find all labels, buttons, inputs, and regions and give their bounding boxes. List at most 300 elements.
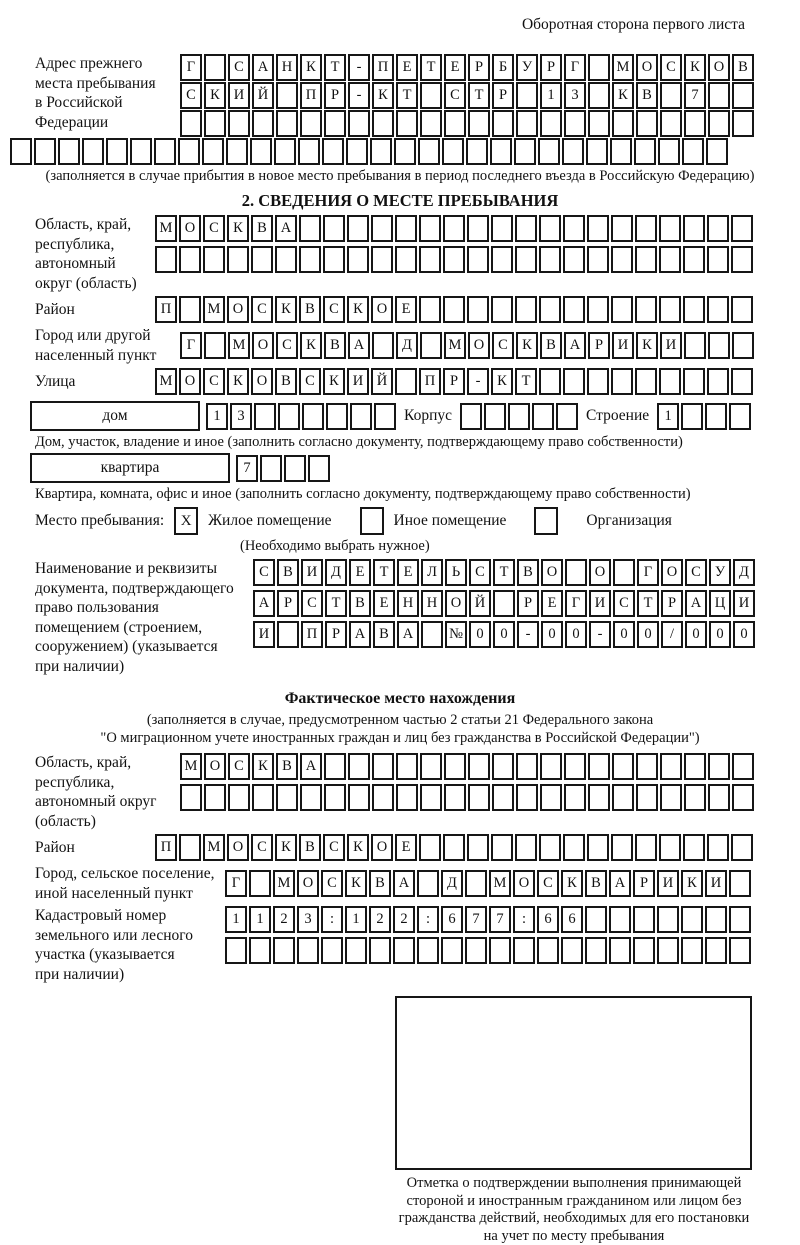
char-cell[interactable] xyxy=(180,784,202,811)
char-cell[interactable] xyxy=(371,215,393,242)
char-cell[interactable]: Е xyxy=(395,296,417,323)
char-cell[interactable] xyxy=(489,937,511,964)
char-cell[interactable] xyxy=(682,138,704,165)
char-cell[interactable]: Т xyxy=(493,559,515,586)
char-cell[interactable] xyxy=(731,834,753,861)
char-cell[interactable] xyxy=(278,403,300,430)
char-cell[interactable] xyxy=(347,246,369,273)
char-cell[interactable] xyxy=(508,403,530,430)
char-cell[interactable] xyxy=(705,937,727,964)
char-cell[interactable]: Т xyxy=(515,368,537,395)
char-cell[interactable]: - xyxy=(517,621,539,648)
char-cell[interactable] xyxy=(277,621,299,648)
char-cell[interactable]: 7 xyxy=(684,82,706,109)
char-cell[interactable] xyxy=(276,82,298,109)
char-cell[interactable]: О xyxy=(179,215,201,242)
char-cell[interactable] xyxy=(658,138,680,165)
char-cell[interactable]: М xyxy=(203,296,225,323)
char-cell[interactable] xyxy=(659,834,681,861)
char-cell[interactable] xyxy=(396,784,418,811)
char-cell[interactable]: Т xyxy=(325,590,347,617)
char-cell[interactable] xyxy=(684,110,706,137)
char-cell[interactable] xyxy=(705,906,727,933)
char-cell[interactable]: В xyxy=(277,559,299,586)
char-cell[interactable] xyxy=(154,138,176,165)
char-cell[interactable] xyxy=(273,937,295,964)
char-cell[interactable]: К xyxy=(275,834,297,861)
char-cell[interactable]: О xyxy=(371,834,393,861)
char-cell[interactable]: С xyxy=(276,332,298,359)
char-cell[interactable] xyxy=(708,82,730,109)
char-cell[interactable]: - xyxy=(348,82,370,109)
char-cell[interactable]: О xyxy=(252,332,274,359)
char-cell[interactable] xyxy=(707,215,729,242)
char-cell[interactable]: А xyxy=(348,332,370,359)
char-cell[interactable]: Й xyxy=(371,368,393,395)
char-cell[interactable] xyxy=(563,368,585,395)
char-cell[interactable]: Н xyxy=(276,54,298,81)
char-cell[interactable] xyxy=(516,784,538,811)
char-cell[interactable] xyxy=(659,215,681,242)
char-cell[interactable]: Л xyxy=(421,559,443,586)
char-cell[interactable]: Е xyxy=(396,54,418,81)
char-cell[interactable] xyxy=(681,906,703,933)
char-cell[interactable]: Й xyxy=(469,590,491,617)
char-cell[interactable] xyxy=(323,246,345,273)
char-cell[interactable] xyxy=(204,54,226,81)
char-cell[interactable] xyxy=(420,753,442,780)
char-cell[interactable] xyxy=(254,403,276,430)
char-cell[interactable]: Г xyxy=(180,332,202,359)
char-cell[interactable] xyxy=(587,368,609,395)
char-cell[interactable] xyxy=(465,870,487,897)
char-cell[interactable]: К xyxy=(372,82,394,109)
char-cell[interactable] xyxy=(588,54,610,81)
char-cell[interactable] xyxy=(467,246,489,273)
char-cell[interactable]: Т xyxy=(396,82,418,109)
char-cell[interactable] xyxy=(346,138,368,165)
char-cell[interactable] xyxy=(636,110,658,137)
char-cell[interactable] xyxy=(561,937,583,964)
char-cell[interactable] xyxy=(492,110,514,137)
char-cell[interactable] xyxy=(347,215,369,242)
char-cell[interactable] xyxy=(443,834,465,861)
char-cell[interactable] xyxy=(251,246,273,273)
char-cell[interactable] xyxy=(683,246,705,273)
char-cell[interactable] xyxy=(708,753,730,780)
char-cell[interactable]: В xyxy=(299,296,321,323)
char-cell[interactable] xyxy=(659,368,681,395)
char-cell[interactable] xyxy=(729,906,751,933)
char-cell[interactable]: О xyxy=(661,559,683,586)
char-cell[interactable]: 1 xyxy=(225,906,247,933)
char-cell[interactable]: Р xyxy=(325,621,347,648)
char-cell[interactable]: И xyxy=(228,82,250,109)
char-cell[interactable] xyxy=(393,937,415,964)
char-cell[interactable] xyxy=(683,368,705,395)
char-cell[interactable] xyxy=(609,906,631,933)
char-cell[interactable] xyxy=(204,110,226,137)
char-cell[interactable] xyxy=(657,937,679,964)
char-cell[interactable] xyxy=(611,834,633,861)
char-cell[interactable]: : xyxy=(321,906,343,933)
char-cell[interactable]: Ц xyxy=(709,590,731,617)
char-cell[interactable] xyxy=(564,784,586,811)
char-cell[interactable]: 7 xyxy=(236,455,258,482)
char-cell[interactable] xyxy=(532,403,554,430)
char-cell[interactable]: 1 xyxy=(657,403,679,430)
char-cell[interactable]: Е xyxy=(349,559,371,586)
char-cell[interactable] xyxy=(420,332,442,359)
char-cell[interactable] xyxy=(635,296,657,323)
char-cell[interactable] xyxy=(419,215,441,242)
char-cell[interactable] xyxy=(58,138,80,165)
char-cell[interactable] xyxy=(274,138,296,165)
char-cell[interactable] xyxy=(634,138,656,165)
char-cell[interactable]: С xyxy=(180,82,202,109)
char-cell[interactable] xyxy=(204,332,226,359)
char-cell[interactable]: И xyxy=(657,870,679,897)
char-cell[interactable] xyxy=(732,332,754,359)
char-cell[interactable] xyxy=(610,138,632,165)
char-cell[interactable] xyxy=(417,937,439,964)
char-cell[interactable]: 7 xyxy=(465,906,487,933)
char-cell[interactable] xyxy=(179,296,201,323)
char-cell[interactable]: Е xyxy=(541,590,563,617)
char-cell[interactable] xyxy=(10,138,32,165)
char-cell[interactable] xyxy=(350,403,372,430)
char-cell[interactable] xyxy=(515,296,537,323)
char-cell[interactable] xyxy=(420,82,442,109)
char-cell[interactable]: К xyxy=(227,368,249,395)
char-cell[interactable]: М xyxy=(203,834,225,861)
char-cell[interactable] xyxy=(250,138,272,165)
char-cell[interactable] xyxy=(732,784,754,811)
char-cell[interactable] xyxy=(636,784,658,811)
stay-type-checkbox-other-premises[interactable] xyxy=(360,507,384,535)
char-cell[interactable] xyxy=(609,937,631,964)
char-cell[interactable] xyxy=(394,138,416,165)
char-cell[interactable] xyxy=(707,296,729,323)
char-cell[interactable] xyxy=(731,246,753,273)
char-cell[interactable] xyxy=(419,296,441,323)
char-cell[interactable]: М xyxy=(228,332,250,359)
char-cell[interactable] xyxy=(636,753,658,780)
char-cell[interactable]: 2 xyxy=(393,906,415,933)
char-cell[interactable]: 2 xyxy=(369,906,391,933)
char-cell[interactable] xyxy=(660,784,682,811)
char-cell[interactable] xyxy=(660,82,682,109)
char-cell[interactable]: Д xyxy=(733,559,755,586)
char-cell[interactable] xyxy=(468,110,490,137)
char-cell[interactable] xyxy=(179,246,201,273)
char-cell[interactable]: 3 xyxy=(564,82,586,109)
char-cell[interactable] xyxy=(732,110,754,137)
char-cell[interactable]: 2 xyxy=(273,906,295,933)
char-cell[interactable]: К xyxy=(300,332,322,359)
char-cell[interactable]: О xyxy=(589,559,611,586)
char-cell[interactable]: М xyxy=(273,870,295,897)
char-cell[interactable]: С xyxy=(444,82,466,109)
char-cell[interactable] xyxy=(683,834,705,861)
char-cell[interactable] xyxy=(276,110,298,137)
char-cell[interactable] xyxy=(731,296,753,323)
char-cell[interactable] xyxy=(322,138,344,165)
char-cell[interactable]: М xyxy=(612,54,634,81)
char-cell[interactable]: 3 xyxy=(230,403,252,430)
char-cell[interactable] xyxy=(565,559,587,586)
char-cell[interactable]: С xyxy=(299,368,321,395)
char-cell[interactable] xyxy=(612,753,634,780)
char-cell[interactable]: С xyxy=(203,368,225,395)
char-cell[interactable]: 0 xyxy=(613,621,635,648)
char-cell[interactable] xyxy=(203,246,225,273)
char-cell[interactable]: Д xyxy=(325,559,347,586)
char-cell[interactable] xyxy=(612,110,634,137)
char-cell[interactable] xyxy=(130,138,152,165)
char-cell[interactable]: О xyxy=(513,870,535,897)
char-cell[interactable] xyxy=(249,937,271,964)
char-cell[interactable]: И xyxy=(705,870,727,897)
char-cell[interactable] xyxy=(348,110,370,137)
char-cell[interactable]: 6 xyxy=(537,906,559,933)
char-cell[interactable] xyxy=(635,834,657,861)
char-cell[interactable] xyxy=(374,403,396,430)
char-cell[interactable]: С xyxy=(251,296,273,323)
char-cell[interactable] xyxy=(586,138,608,165)
char-cell[interactable]: Г xyxy=(180,54,202,81)
char-cell[interactable] xyxy=(657,906,679,933)
char-cell[interactable] xyxy=(516,753,538,780)
char-cell[interactable] xyxy=(564,753,586,780)
char-cell[interactable] xyxy=(732,82,754,109)
char-cell[interactable]: - xyxy=(589,621,611,648)
char-cell[interactable]: С xyxy=(203,215,225,242)
char-cell[interactable]: А xyxy=(393,870,415,897)
char-cell[interactable]: - xyxy=(348,54,370,81)
char-cell[interactable] xyxy=(442,138,464,165)
char-cell[interactable]: У xyxy=(709,559,731,586)
char-cell[interactable]: О xyxy=(179,368,201,395)
char-cell[interactable]: 0 xyxy=(565,621,587,648)
char-cell[interactable]: 7 xyxy=(489,906,511,933)
char-cell[interactable] xyxy=(731,368,753,395)
char-cell[interactable]: 1 xyxy=(345,906,367,933)
char-cell[interactable]: М xyxy=(180,753,202,780)
char-cell[interactable]: Т xyxy=(637,590,659,617)
char-cell[interactable] xyxy=(514,138,536,165)
stay-type-checkbox-organization[interactable] xyxy=(534,507,558,535)
char-cell[interactable]: П xyxy=(155,834,177,861)
char-cell[interactable] xyxy=(443,296,465,323)
char-cell[interactable] xyxy=(369,937,391,964)
char-cell[interactable] xyxy=(324,110,346,137)
char-cell[interactable] xyxy=(562,138,584,165)
char-cell[interactable]: А xyxy=(300,753,322,780)
char-cell[interactable]: М xyxy=(155,215,177,242)
char-cell[interactable]: Г xyxy=(637,559,659,586)
char-cell[interactable] xyxy=(611,368,633,395)
char-cell[interactable] xyxy=(276,784,298,811)
char-cell[interactable]: К xyxy=(252,753,274,780)
char-cell[interactable]: К xyxy=(300,54,322,81)
char-cell[interactable] xyxy=(417,870,439,897)
char-cell[interactable]: Г xyxy=(225,870,247,897)
char-cell[interactable] xyxy=(684,753,706,780)
char-cell[interactable] xyxy=(563,834,585,861)
char-cell[interactable] xyxy=(708,332,730,359)
char-cell[interactable] xyxy=(540,753,562,780)
char-cell[interactable]: Р xyxy=(277,590,299,617)
char-cell[interactable]: С xyxy=(228,753,250,780)
char-cell[interactable] xyxy=(585,906,607,933)
char-cell[interactable]: 0 xyxy=(709,621,731,648)
char-cell[interactable] xyxy=(515,215,537,242)
char-cell[interactable]: К xyxy=(227,215,249,242)
char-cell[interactable] xyxy=(372,332,394,359)
char-cell[interactable] xyxy=(564,110,586,137)
char-cell[interactable] xyxy=(297,937,319,964)
char-cell[interactable]: С xyxy=(613,590,635,617)
char-cell[interactable]: Р xyxy=(517,590,539,617)
char-cell[interactable] xyxy=(421,621,443,648)
char-cell[interactable] xyxy=(155,246,177,273)
char-cell[interactable] xyxy=(468,784,490,811)
char-cell[interactable]: Р xyxy=(540,54,562,81)
char-cell[interactable]: К xyxy=(612,82,634,109)
char-cell[interactable] xyxy=(396,110,418,137)
char-cell[interactable] xyxy=(683,296,705,323)
char-cell[interactable]: П xyxy=(301,621,323,648)
char-cell[interactable] xyxy=(396,753,418,780)
char-cell[interactable]: В xyxy=(299,834,321,861)
char-cell[interactable]: 0 xyxy=(469,621,491,648)
char-cell[interactable] xyxy=(443,215,465,242)
char-cell[interactable]: А xyxy=(252,54,274,81)
char-cell[interactable] xyxy=(490,138,512,165)
char-cell[interactable]: А xyxy=(397,621,419,648)
char-cell[interactable] xyxy=(298,138,320,165)
char-cell[interactable]: К xyxy=(347,834,369,861)
char-cell[interactable] xyxy=(660,753,682,780)
char-cell[interactable] xyxy=(588,753,610,780)
char-cell[interactable]: О xyxy=(468,332,490,359)
char-cell[interactable] xyxy=(484,403,506,430)
char-cell[interactable]: В xyxy=(636,82,658,109)
char-cell[interactable] xyxy=(444,753,466,780)
char-cell[interactable] xyxy=(370,138,392,165)
char-cell[interactable]: О xyxy=(251,368,273,395)
char-cell[interactable]: Ь xyxy=(445,559,467,586)
char-cell[interactable] xyxy=(227,246,249,273)
char-cell[interactable] xyxy=(180,110,202,137)
char-cell[interactable]: П xyxy=(155,296,177,323)
char-cell[interactable] xyxy=(284,455,306,482)
char-cell[interactable] xyxy=(299,215,321,242)
char-cell[interactable]: 6 xyxy=(561,906,583,933)
char-cell[interactable] xyxy=(707,246,729,273)
char-cell[interactable]: С xyxy=(660,54,682,81)
char-cell[interactable]: 0 xyxy=(733,621,755,648)
char-cell[interactable]: С xyxy=(492,332,514,359)
char-cell[interactable]: Т xyxy=(324,54,346,81)
char-cell[interactable] xyxy=(729,403,751,430)
char-cell[interactable] xyxy=(466,138,488,165)
char-cell[interactable] xyxy=(491,834,513,861)
char-cell[interactable]: : xyxy=(417,906,439,933)
char-cell[interactable]: П xyxy=(372,54,394,81)
char-cell[interactable] xyxy=(468,753,490,780)
char-cell[interactable]: О xyxy=(227,834,249,861)
char-cell[interactable] xyxy=(585,937,607,964)
char-cell[interactable]: К xyxy=(681,870,703,897)
char-cell[interactable]: К xyxy=(491,368,513,395)
char-cell[interactable]: В xyxy=(276,753,298,780)
char-cell[interactable]: А xyxy=(564,332,586,359)
char-cell[interactable] xyxy=(538,138,560,165)
char-cell[interactable]: О xyxy=(541,559,563,586)
char-cell[interactable] xyxy=(228,784,250,811)
char-cell[interactable] xyxy=(395,246,417,273)
char-cell[interactable]: М xyxy=(444,332,466,359)
char-cell[interactable] xyxy=(491,296,513,323)
char-cell[interactable] xyxy=(228,110,250,137)
char-cell[interactable]: И xyxy=(253,621,275,648)
char-cell[interactable] xyxy=(707,368,729,395)
char-cell[interactable] xyxy=(633,906,655,933)
char-cell[interactable] xyxy=(323,215,345,242)
char-cell[interactable]: С xyxy=(469,559,491,586)
char-cell[interactable] xyxy=(419,246,441,273)
char-cell[interactable] xyxy=(252,784,274,811)
char-cell[interactable] xyxy=(249,870,271,897)
char-cell[interactable]: К xyxy=(561,870,583,897)
char-cell[interactable]: С xyxy=(685,559,707,586)
char-cell[interactable]: О xyxy=(636,54,658,81)
char-cell[interactable]: В xyxy=(585,870,607,897)
char-cell[interactable]: В xyxy=(517,559,539,586)
char-cell[interactable]: В xyxy=(324,332,346,359)
char-cell[interactable] xyxy=(706,138,728,165)
char-cell[interactable]: Н xyxy=(421,590,443,617)
char-cell[interactable]: Н xyxy=(397,590,419,617)
char-cell[interactable] xyxy=(515,246,537,273)
char-cell[interactable] xyxy=(707,834,729,861)
char-cell[interactable] xyxy=(302,403,324,430)
char-cell[interactable] xyxy=(612,784,634,811)
char-cell[interactable] xyxy=(635,215,657,242)
char-cell[interactable] xyxy=(492,784,514,811)
char-cell[interactable]: - xyxy=(467,368,489,395)
char-cell[interactable]: А xyxy=(685,590,707,617)
char-cell[interactable] xyxy=(467,296,489,323)
char-cell[interactable] xyxy=(345,937,367,964)
char-cell[interactable]: И xyxy=(612,332,634,359)
char-cell[interactable] xyxy=(516,82,538,109)
char-cell[interactable] xyxy=(563,215,585,242)
char-cell[interactable] xyxy=(441,937,463,964)
char-cell[interactable] xyxy=(225,937,247,964)
stay-type-checkbox-residential[interactable]: X xyxy=(174,507,198,535)
char-cell[interactable] xyxy=(202,138,224,165)
char-cell[interactable] xyxy=(299,246,321,273)
char-cell[interactable] xyxy=(539,215,561,242)
char-cell[interactable] xyxy=(178,138,200,165)
char-cell[interactable] xyxy=(611,246,633,273)
char-cell[interactable]: В xyxy=(369,870,391,897)
char-cell[interactable] xyxy=(324,753,346,780)
char-cell[interactable]: С xyxy=(251,834,273,861)
